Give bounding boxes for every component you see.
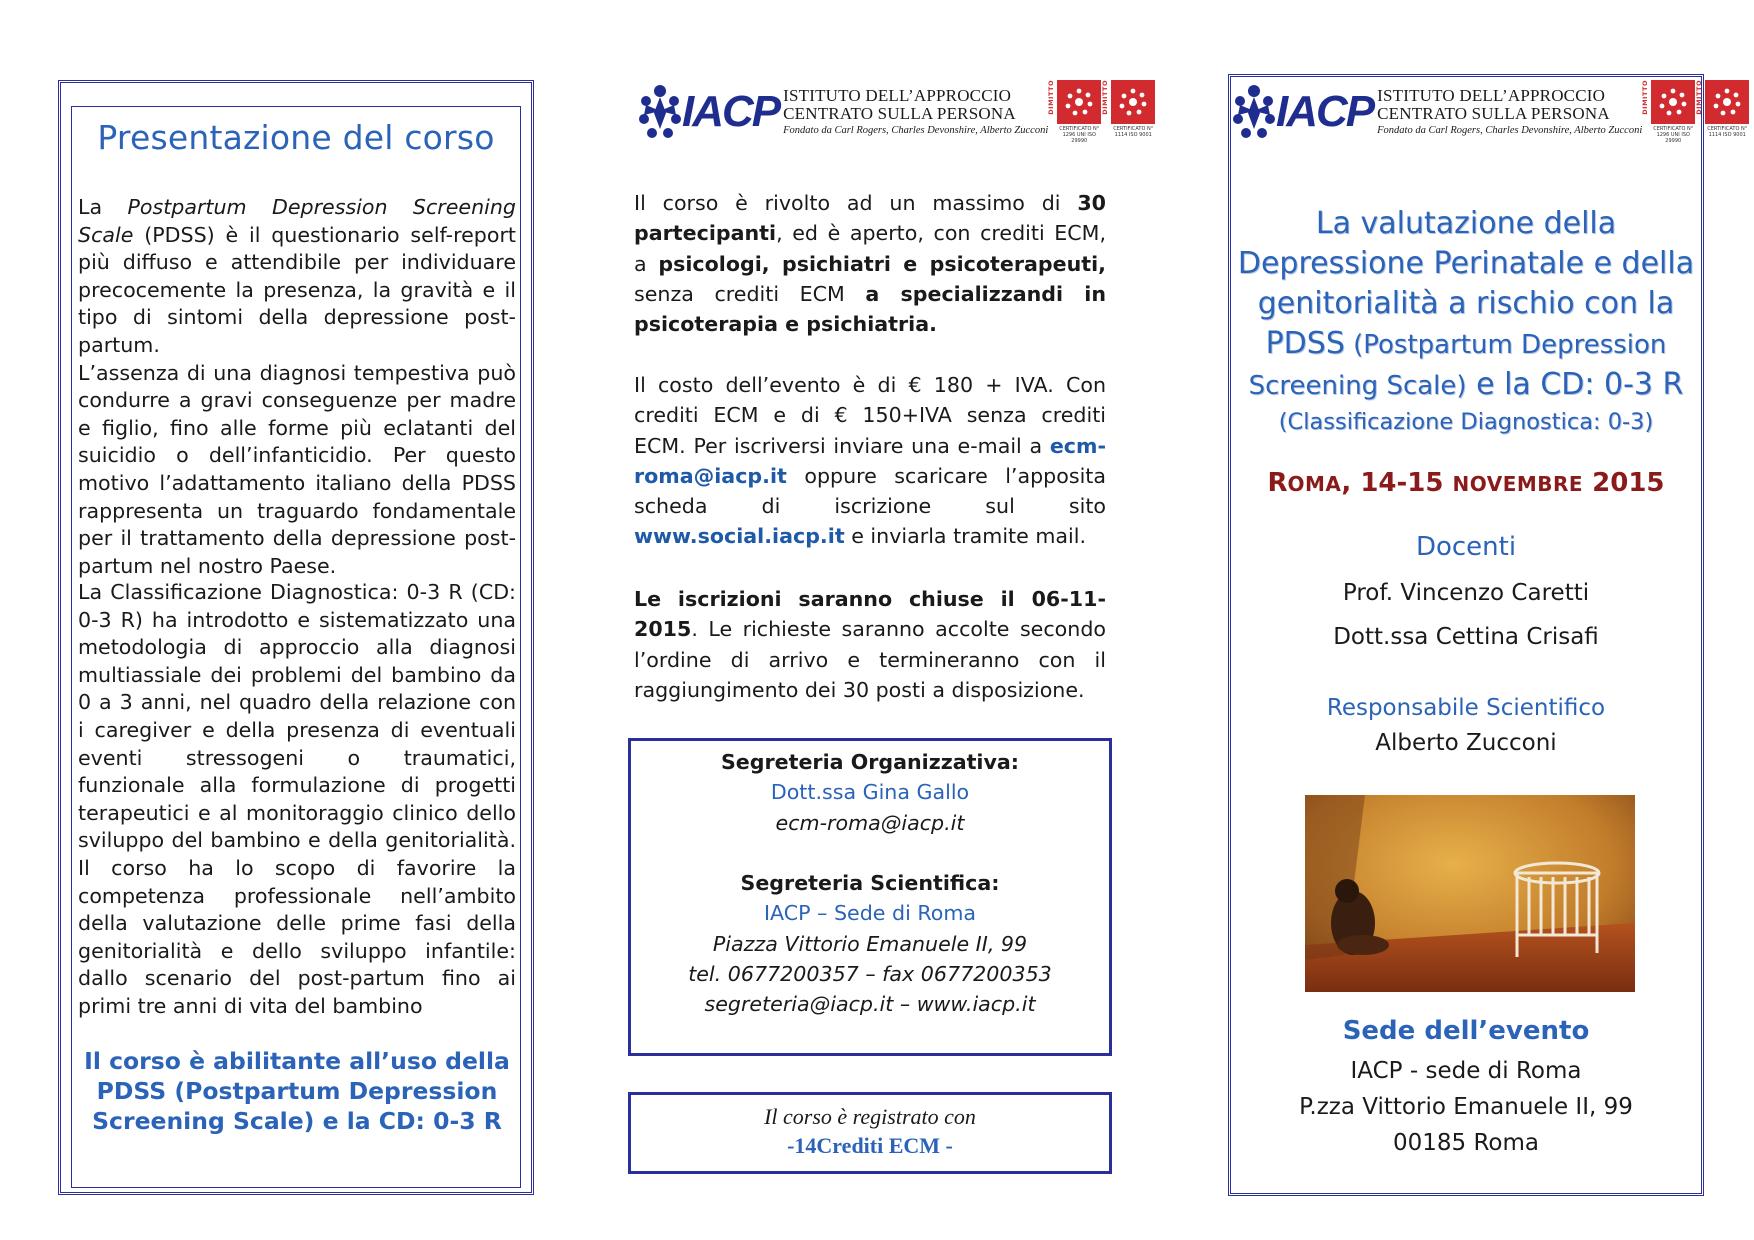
cost-paragraph: Il costo dell’evento è di € 180 + IVA. Con crediti ECM e di € 150+IVA senza crediti ECM. Per iscriversi inviare una e-mail a ecm-roma@iacp.it oppure scaricare l’apposita scheda di iscrizione sul sito www.social.iacp.it e inviarla tramite mail.	[634, 373, 1107, 549]
ecm-registered-text: Il corso è registrato con	[764, 1104, 976, 1129]
painting-image	[1305, 795, 1635, 992]
iacp-name: ISTITUTO DELL’APPROCCIO CENTRATO SULLA PERSONA Fondato da Carl Rogers, Charles Devonshire, Alberto Zucconi	[1377, 86, 1643, 136]
title-line2: Depressione Perinatale e della	[1237, 246, 1695, 281]
course-qualification-note: Il corso è abilitante all’uso della PDSS (Postpartum Depression Screening Scale) e la CD: 0-3 R	[84, 1047, 510, 1135]
event-date: ROMA, 14-15 NOVEMBRE 2015	[1267, 468, 1665, 498]
diagnosis-paragraph: L’assenza di una diagnosi tempestiva può condurre a gravi conseguenze per madre e figlio, fino alle forme più eclatanti del suicidio o dell’infanticidio. Per questo motivo l’adattamento italiano della PDSS rappresenta un traguardo fondamentale per il trattamento della depressione post-partum nel nostro Paese.	[78, 360, 516, 578]
organizational-secretariat-email[interactable]: ecm-roma@iacp.it	[775, 810, 965, 835]
cert1-label: CERTIFICATO N° 1296 UNI ISO 29990	[1059, 126, 1100, 144]
course-title	[1236, 204, 1696, 438]
title-line3: genitorialità a rischio con la	[1257, 286, 1675, 321]
website-link[interactable]: www.social.iacp.it	[634, 524, 845, 549]
certification-badge-icon: DIMITTO CERTIFICATO N° 1114 ISO 9001	[1704, 80, 1750, 144]
title-line6: (Classificazione Diagnostica: 0-3)	[1278, 409, 1654, 435]
cd03r-paragraph: La Classificazione Diagnostica: 0-3 R (CD: 0-3 R) ha introdotto e sistematizzato una metodologia di approccio alla diagnosi multiassiale dei problemi del bambino da 0 a 3 anni, nel quadro della relazione con i caregiver e della presenza di eventuali eventi stressogeni o traumatici, funzionale alla formulazione di progetti terapeutici e al monitoraggio clinico dello sviluppo del bambino e della genitorialità. Il corso ha lo scopo di favorire la competenza professionale nell’ambito della valutazione delle prime fasi della genitorialità e dello sviluppo infantile: dallo scenario del post-partum fino ai primi tre anni di vita del bambino	[78, 580, 516, 1018]
venue-line1: IACP - sede di Roma	[1350, 1058, 1582, 1084]
cert-side-label: DIMITTO	[1047, 80, 1056, 115]
iacp-logo-icon	[636, 83, 684, 141]
scientific-secretariat-address: Piazza Vittorio Emanuele II, 99	[712, 931, 1028, 956]
cert-side-label: DIMITTO	[1101, 80, 1110, 115]
certification-badge-icon: DIMITTO CERTIFICATO N° 1296 UNI ISO 29990	[1650, 80, 1696, 144]
organizational-secretariat-heading: Segreteria Organizzativa:	[720, 750, 1020, 774]
iacp-wordmark: IACP	[1276, 87, 1374, 136]
pdss-lead: La	[78, 195, 128, 219]
teacher-1: Prof. Vincenzo Caretti	[1342, 580, 1590, 606]
audience-paragraph: Il corso è rivolto ad un massimo di 30 partecipanti, ed è aperto, con crediti ECM, a psicologi, psichiatri e psicoterapeuti, senza crediti ECM a specializzandi in psicoterapia e psichiatria.	[634, 191, 1106, 337]
scientific-director-heading: Responsabile Scientifico	[1326, 695, 1606, 721]
iacp-logo-right	[1230, 80, 1750, 144]
iacp-name-line1: ISTITUTO DELL’APPROCCIO	[783, 86, 1012, 105]
venue-line3: 00185 Roma	[1393, 1130, 1539, 1156]
venue-line2: P.zza Vittorio Emanuele II, 99	[1299, 1094, 1633, 1120]
certifications	[1641, 80, 1750, 144]
email-link[interactable]: ecm-roma@iacp.it	[634, 433, 1107, 488]
secretariat-box	[628, 738, 1112, 1056]
scientific-secretariat-heading: Segreteria Scientifica:	[740, 871, 1000, 896]
pdss-rest: (PDSS) è il questionario self-report più diffuso e attendibile per individuare precocemente la presenza, la gravità e il tipo di sintomi della depressione post-partum.	[78, 222, 516, 357]
scientific-secretariat-phone: tel. 0677200357 – fax 0677200353	[688, 962, 1052, 987]
course-presentation-title: Presentazione del corso	[97, 118, 495, 157]
organizational-secretariat-name: Dott.ssa Gina Gallo	[770, 780, 970, 805]
iacp-logo-middle	[636, 80, 1156, 144]
title-line4: PDSS (Postpartum Depression	[1265, 326, 1667, 361]
scientific-secretariat-web[interactable]: segreteria@iacp.it – www.iacp.it	[704, 992, 1036, 1017]
scientific-director-name: Alberto Zucconi	[1375, 730, 1557, 756]
registration-deadline-paragraph: Le iscrizioni saranno chiuse il 06-11-2015. Le richieste saranno accolte secondo l’ordine di arrivo e termineranno con il raggiungimento dei 30 posti a disposizione.	[634, 587, 1106, 702]
iacp-name-line2: CENTRATO SULLA PERSONA	[783, 104, 1016, 123]
certification-badge-icon	[1047, 80, 1102, 144]
iacp-logo-icon	[1230, 83, 1278, 141]
iacp-name	[783, 87, 1048, 137]
pdss-description	[78, 194, 516, 580]
title-line1: La valutazione della	[1315, 206, 1617, 241]
certifications	[1047, 80, 1156, 144]
teachers-heading: Docenti	[1415, 532, 1517, 562]
iacp-founders: Fondato da Carl Rogers, Charles Devonshire, Alberto Zucconi	[783, 125, 1049, 136]
cert2-label: CERTIFICATO N° 1114 ISO 9001	[1113, 126, 1154, 138]
pdss-name: Postpartum Depression Screening Scale	[78, 195, 516, 247]
cd03r-description	[78, 579, 516, 1021]
teacher-2: Dott.ssa Cettina Crisafi	[1333, 624, 1599, 650]
ecm-credits-count: -14Crediti ECM -	[787, 1133, 953, 1158]
iacp-wordmark: IACP	[682, 87, 780, 136]
venue-heading: Sede dell’evento	[1342, 1016, 1590, 1046]
certification-badge-icon	[1101, 80, 1156, 144]
scientific-secretariat-name: IACP – Sede di Roma	[763, 901, 977, 926]
title-line5: Screening Scale) e la CD: 0-3 R	[1248, 367, 1684, 402]
ecm-credits-box	[628, 1092, 1112, 1174]
